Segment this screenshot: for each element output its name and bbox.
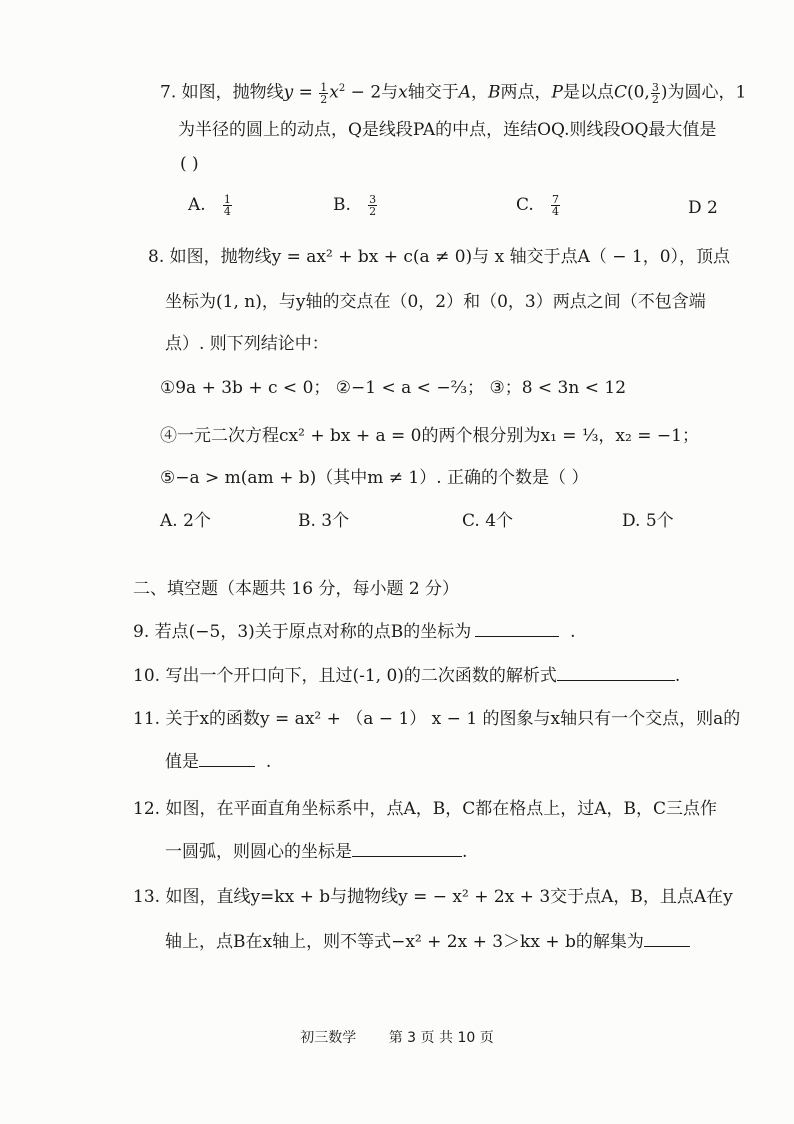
q8-option-a: A. 2个 [160,511,211,531]
q10-line: 10. 写出一个开口向下，且过(-1, 0)的二次函数的解析式 . [133,666,681,686]
q13-line1: 13. 如图，直线y=kx + b与抛物线y = − x² + 2x + 3交于点A，B，且点A在y [133,887,733,907]
page-footer [0,1027,794,1047]
q10-answer-blank[interactable] [557,664,675,681]
q7-option-a: A. $\frac{1}{4}$ [188,193,231,218]
footer-subject: 初三数学 [300,1030,357,1046]
q8-line1: 8. 如图，抛物线y = ax² + bx + c(a ≠ 0)与 x 轴交于点A（ − 1，0），顶点 [148,247,731,267]
q8-line6: ⑤−a > m(am + b)（其中m ≠ 1）. 正确的个数是（ ） [160,468,589,488]
q9-answer-blank[interactable] [475,620,559,637]
q12-answer-blank[interactable] [352,840,462,857]
q13-line2: 轴上，点B在x轴上，则不等式−x² + 2x + 3＞kx + b的解集为 [165,930,690,953]
q8-line3: 点）. 则下列结论中： [165,334,329,354]
q8-line2: 坐标为(1, n)，与y轴的交点在（0，2）和（0，3）两点之间（不包含端 [165,292,706,312]
q11-line2: 值是 . [165,752,272,772]
q11-line1: 11. 关于x的函数y = ax² + （a − 1） x − 1 的图象与x轴只有一个交点，则a的 [133,709,741,729]
q8-line5: ④一元二次方程cx² + bx + a = 0的两个根分别为x₁ = ⅓，x₂ = −1； [160,426,699,446]
q9-line: 9. 若点(−5，3)关于原点对称的点B的坐标为 . [133,622,576,642]
section-title: 二、填空题（本题共 16 分，每小题 2 分） [133,579,460,599]
q8-line4: ①9a + 3b + c < 0； ②−1 < a < −⅔； ③；8 < 3n < 12 [160,378,627,398]
q7-option-b: B. $\frac{3}{2}$ [333,193,377,218]
q7-line1: 7. 如图，抛物线y = $\frac{1}{2}$ $x^2 - 2$与x轴交于A，B两点，P是以点C(0, $\frac{3}{2}$ )为圆心，1 [160,80,747,106]
q8-option-b: B. 3个 [298,511,350,531]
q7-line3: ( ) [180,154,199,174]
q7-option-d: D 2 [688,198,718,218]
q7-line2: 为半径的圆上的动点，Q是线段PA的中点，连结OQ.则线段OQ最大值是 [178,120,717,140]
q8-option-d: D. 5个 [622,511,674,531]
q8-option-c: C. 4个 [462,511,514,531]
q12-line2: 一圆弧，则圆心的坐标是 . [165,842,468,862]
q12-line1: 12. 如图，在平面直角坐标系中，点A，B，C都在格点上，过A，B，C三点作 [133,799,717,819]
q7-option-c: C. $\frac{7}{4}$ [516,193,560,218]
footer-page-number: 第 3 页 共 10 页 [388,1030,494,1046]
q13-answer-blank[interactable] [644,930,690,947]
q11-answer-blank[interactable] [199,750,255,767]
